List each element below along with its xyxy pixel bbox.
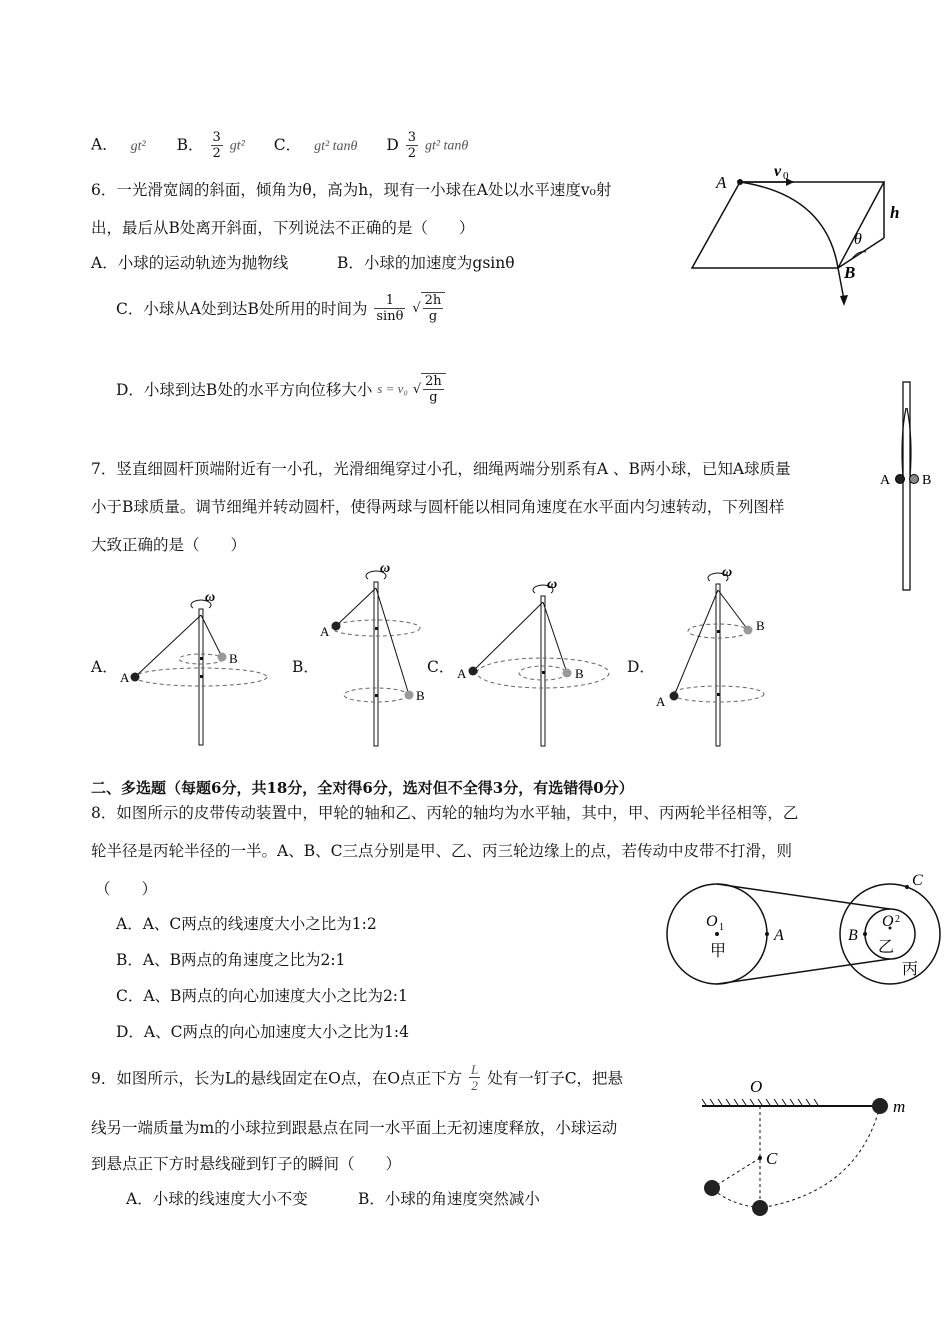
label-a: A: [716, 173, 727, 192]
label-o2: O: [882, 913, 894, 930]
string-a: [674, 590, 718, 696]
swing-arc-right: [760, 1106, 880, 1208]
section2-title: 二、多选题（每题6分，共18分，全对得6分，选对但不全得3分，有选错得0分）: [91, 779, 634, 797]
q9-line3: 到悬点正下方时悬线碰到钉子的瞬间（ ）: [91, 1155, 402, 1173]
label-o1-sub: 1: [719, 922, 724, 933]
label-a: A: [457, 666, 467, 681]
q7-option-c-label: C．: [427, 658, 455, 676]
rod: [374, 582, 378, 746]
belt-bottom: [717, 959, 890, 984]
label-o1: O: [706, 913, 718, 930]
label-v0-sub: 0: [783, 170, 789, 182]
center-dot-b: [375, 694, 378, 697]
string-a: [336, 588, 376, 626]
omega-label: ω: [547, 577, 558, 592]
q5-option-a-expr: gt²: [130, 138, 146, 154]
q5-option-c-label: C．: [273, 135, 302, 154]
q6-option-c-frac: $\frac{1}{\sin\theta}$: [376, 292, 404, 324]
ball-m: [872, 1098, 888, 1114]
label-o: O: [750, 1077, 763, 1096]
label-o2-sub: 2: [895, 914, 900, 925]
q7-option-b-figure: [312, 558, 442, 750]
q7-line2: 小于B球质量。调节细绳并转动圆杆，使得两球与圆杆能以相同角速度在水平面内匀速转动，下列图样: [91, 498, 785, 516]
label-a: A: [774, 927, 784, 944]
q8-option-d: D．A、C两点的向心加速度大小之比为1:4: [116, 1023, 409, 1041]
q7-option-d-label: D．: [627, 658, 655, 676]
ball-a: [896, 475, 905, 484]
string-b: [543, 602, 567, 673]
omega-label: ω: [380, 561, 391, 576]
q8-line1: 8．如图所示的皮带传动装置中，甲轮的轴和乙、丙轮的轴均为水平轴，其中，甲、丙两轮半径相等，乙: [91, 804, 799, 822]
q7-rod-figure: [876, 378, 942, 594]
string-b: [201, 615, 222, 657]
q7-option-c-figure: [452, 572, 627, 750]
q8-line3: （ ）: [95, 880, 158, 898]
rod-label-b: B: [922, 473, 932, 488]
ball-b: [405, 691, 414, 700]
omega-label: ω: [205, 590, 216, 605]
rod-label-a: A: [880, 473, 891, 488]
q9-line1: [91, 1062, 623, 1093]
ball-b: [563, 669, 572, 678]
center-dot-a: [717, 693, 720, 696]
q7-option-d-figure: [652, 560, 782, 750]
label-b: B: [416, 688, 425, 703]
label-b: B: [844, 263, 856, 282]
center-dot-b: [200, 657, 203, 660]
ball-bottom: [752, 1200, 768, 1216]
q6-option-c: [116, 292, 445, 324]
q5-option-d-expr: gt² tanθ: [424, 138, 469, 154]
label-b: B: [756, 618, 765, 633]
q7-option-b-label: B．: [292, 658, 319, 676]
point-a: [765, 932, 769, 936]
trajectory-curve: [740, 182, 838, 268]
q7-option-a-label: A．: [91, 658, 118, 676]
label-b: B: [575, 666, 584, 681]
q6-option-d-expr: s = v₀: [377, 381, 408, 396]
ball-a: [131, 673, 140, 682]
label-m: m: [893, 1097, 906, 1116]
q9-line1-end: 处有一钉子C，把悬: [487, 1069, 624, 1088]
label-a: A: [320, 624, 330, 639]
center-dot-b: [717, 630, 720, 633]
q6-option-b: B．小球的加速度为gsinθ: [337, 254, 515, 272]
label-h: h: [890, 203, 900, 222]
label-a: A: [656, 694, 666, 709]
q8-option-c: C．A、B两点的向心加速度大小之比为2:1: [116, 987, 408, 1005]
q9-option-a: A．小球的线速度大小不变: [126, 1190, 308, 1208]
q5-options: [91, 130, 468, 161]
q6-line1: 6．一光滑宽阔的斜面，倾角为θ，高为h，现有一小球在A处以水平速度v₀射: [91, 181, 612, 199]
q9-option-b: B．小球的角速度突然减小: [358, 1190, 540, 1208]
point-a-dot: [737, 179, 743, 185]
q9-line1-start: 9．如图所示，长为L的悬线固定在O点，在O点正下方: [91, 1069, 463, 1088]
q5-option-c-expr: gt² tanθ: [314, 138, 358, 154]
label-jia: 甲: [710, 943, 727, 960]
ball-a: [332, 622, 341, 631]
ball-b: [744, 626, 753, 635]
q6-option-c-text: C．小球从A处到达B处所用的时间为: [116, 300, 368, 318]
q6-line2: 出，最后从B处离开斜面，下列说法不正确的是（ ）: [91, 219, 475, 237]
q6-option-a: A．小球的运动轨迹为抛物线: [91, 254, 289, 272]
label-bing: 丙: [902, 961, 919, 978]
label-b: B: [229, 651, 238, 666]
q5-option-b-expr: gt²: [229, 138, 245, 154]
ball-b: [910, 475, 919, 484]
label-a: A: [120, 670, 130, 685]
q8-line2: 轮半径是丙轮半径的一半。A、B、C三点分别是甲、乙、丙三轮边缘上的点，若传动中皮带不打滑，则: [91, 842, 792, 860]
q8-option-a: A．A、C两点的线速度大小之比为1:2: [116, 915, 377, 933]
q6-incline-figure: [686, 160, 906, 310]
q9-pendulum-figure: [698, 1072, 918, 1222]
q6-option-d-sqrt: √ $\frac{2h}{g}$: [413, 373, 446, 405]
point-c: [905, 885, 909, 889]
belt-top: [717, 884, 890, 909]
omega-label: ω: [722, 565, 733, 580]
label-b: B: [848, 927, 858, 944]
center-dot: [542, 671, 545, 674]
q6-option-d-text: D．小球到达B处的水平方向位移大小: [116, 381, 373, 399]
string-b: [376, 588, 409, 695]
center-dot-a: [375, 627, 378, 630]
rod: [716, 584, 720, 746]
label-c: C: [912, 872, 923, 889]
exit-arrowhead: [840, 295, 848, 306]
label-v0: v: [774, 163, 782, 180]
ceiling-hatch: [702, 1099, 818, 1105]
center-dot-a: [200, 675, 203, 678]
q5-option-b-label: B．: [176, 135, 204, 154]
q8-option-b: B．A、B两点的角速度之比为2:1: [116, 951, 346, 969]
q6-option-d: [116, 373, 446, 405]
label-theta: θ: [854, 231, 862, 248]
q9-line2: 线另一端质量为m的小球拉到跟悬点在同一水平面上无初速度释放，小球运动: [91, 1119, 618, 1137]
q9-frac: $\frac{L}{2}$: [471, 1062, 479, 1093]
label-yi: 乙: [878, 939, 895, 956]
q7-option-a-figure: [115, 585, 275, 750]
q5-option-b-frac: $\frac{3}{2}$: [212, 130, 221, 161]
point-b: [863, 932, 867, 936]
string-to-left-ball: [712, 1158, 760, 1188]
q5-option-a-label: A．: [91, 135, 118, 154]
q8-belt-figure: [662, 868, 944, 990]
ball-b: [218, 653, 227, 662]
ball-a: [469, 667, 478, 676]
q7-line1: 7．竖直细圆杆顶端附近有一小孔，光滑细绳穿过小孔，细绳两端分别系有A 、B两小球，已知A球质量: [91, 460, 791, 478]
label-c: C: [766, 1149, 778, 1168]
q6-option-c-sqrt: √ $\frac{2h}{g}$: [412, 292, 445, 324]
nail-c: [758, 1156, 762, 1160]
rod: [903, 382, 910, 590]
ball-left: [704, 1180, 720, 1196]
ball-a: [670, 692, 679, 701]
string-a: [473, 602, 543, 671]
q5-option-d-label: D: [386, 135, 399, 154]
q5-option-d-frac: $\frac{3}{2}$: [407, 130, 417, 161]
q7-line3: 大致正确的是（ ）: [91, 536, 247, 554]
